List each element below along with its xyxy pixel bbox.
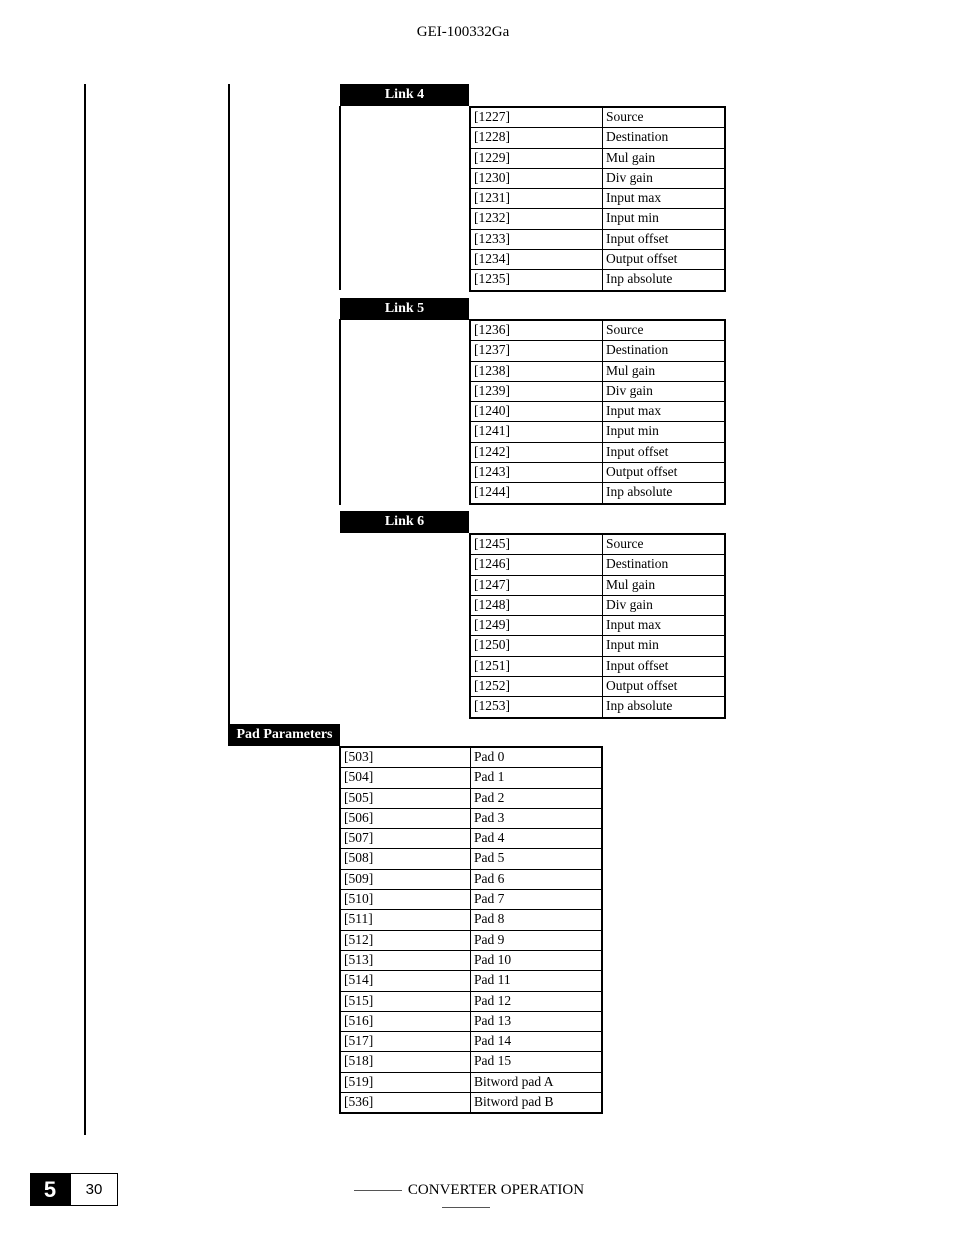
parameter-id: [518]: [341, 1052, 471, 1071]
table-row: [341, 950, 601, 970]
parameter-label: Output offset: [606, 464, 678, 480]
parameter-id: [1228]: [471, 128, 603, 147]
parameter-id: [1237]: [471, 341, 603, 360]
table-row: [341, 1072, 601, 1092]
link-4-header: Link 4: [340, 84, 469, 106]
parameter-id: [513]: [341, 951, 471, 970]
parameter-label: Pad 6: [474, 870, 505, 886]
parameter-label: Mul gain: [606, 362, 656, 378]
tree-line-level1: [228, 84, 230, 746]
parameter-label: Output offset: [606, 251, 678, 267]
parameter-id: [505]: [341, 789, 471, 808]
parameter-label: Mul gain: [606, 149, 656, 165]
parameter-id: [516]: [341, 1012, 471, 1031]
parameter-label: Div gain: [606, 596, 653, 612]
parameter-label: Div gain: [606, 169, 653, 185]
table-row: [341, 747, 601, 767]
parameter-id: [1233]: [471, 230, 603, 249]
table-row: [341, 970, 601, 990]
parameter-id: [1236]: [471, 321, 603, 340]
table-row: [471, 361, 724, 381]
parameter-id: [1239]: [471, 382, 603, 401]
table-row: [341, 767, 601, 787]
parameter-id: [509]: [341, 870, 471, 889]
parameter-id: [1244]: [471, 483, 603, 502]
parameter-label: Inp absolute: [606, 698, 673, 714]
table-row: [341, 889, 601, 909]
parameter-label: Bitword pad B: [474, 1094, 554, 1110]
table-row: [471, 229, 724, 249]
table-row: [471, 421, 724, 441]
table-row: [341, 930, 601, 950]
table-row: [471, 482, 724, 502]
parameter-id: [1230]: [471, 169, 603, 188]
link-6-header: Link 6: [340, 511, 469, 533]
parameter-id: [517]: [341, 1032, 471, 1051]
table-row: [341, 1031, 601, 1051]
parameter-id: [1245]: [471, 535, 603, 554]
link-5-header: Link 5: [340, 298, 469, 320]
parameter-label: Pad 0: [474, 749, 505, 764]
parameter-id: [1247]: [471, 576, 603, 595]
parameter-id: [1250]: [471, 636, 603, 655]
parameter-label: Pad 11: [474, 972, 511, 988]
parameter-label: Input min: [606, 210, 659, 226]
table-row: [341, 848, 601, 868]
parameter-id: [536]: [341, 1093, 471, 1112]
parameter-id: [506]: [341, 809, 471, 828]
table-row: [341, 869, 601, 889]
table-row: [341, 1092, 601, 1112]
table-row: [471, 148, 724, 168]
parameter-label: Pad 10: [474, 951, 512, 967]
parameter-id: [1235]: [471, 270, 603, 289]
parameter-id: [1249]: [471, 616, 603, 635]
parameter-label: Pad 4: [474, 830, 505, 846]
parameter-label: Pad 7: [474, 891, 505, 907]
parameter-label: Input max: [606, 403, 662, 419]
table-row: [471, 554, 724, 574]
parameter-label: Source: [606, 536, 644, 551]
parameter-id: [514]: [341, 971, 471, 990]
parameter-label: Bitword pad A: [474, 1073, 554, 1089]
table-row: [471, 269, 724, 289]
parameter-id: [1246]: [471, 555, 603, 574]
table-row: [471, 107, 724, 127]
parameter-label: Inp absolute: [606, 271, 673, 287]
table-row: [471, 188, 724, 208]
table-row: [471, 656, 724, 676]
parameter-label: Pad 13: [474, 1012, 512, 1028]
table-row: [471, 615, 724, 635]
parameter-id: [1231]: [471, 189, 603, 208]
table-row: [341, 1051, 601, 1071]
table-row: [471, 208, 724, 228]
footer-rule-left: [354, 1190, 402, 1191]
parameter-label: Inp absolute: [606, 484, 673, 500]
parameter-label: Pad 2: [474, 789, 505, 805]
table-row: [471, 168, 724, 188]
table-row: [471, 696, 724, 716]
parameter-label: Source: [606, 109, 644, 124]
table-row: [341, 808, 601, 828]
parameter-label: Input max: [606, 617, 662, 633]
parameter-id: [510]: [341, 890, 471, 909]
parameter-label: Input max: [606, 190, 662, 206]
table-row: [341, 788, 601, 808]
parameter-label: Div gain: [606, 382, 653, 398]
parameter-id: [511]: [341, 910, 471, 929]
parameter-label: Pad 9: [474, 931, 505, 947]
page-number: 30: [70, 1173, 118, 1206]
parameter-id: [503]: [341, 748, 471, 767]
parameter-id: [1234]: [471, 250, 603, 269]
parameter-label: Pad 3: [474, 809, 505, 825]
parameter-label: Destination: [606, 129, 669, 145]
document-id: GEI-100332Ga: [416, 24, 510, 40]
footer-section-label: CONVERTER OPERATION: [407, 1182, 585, 1198]
parameter-id: [515]: [341, 992, 471, 1011]
parameter-label: Pad 14: [474, 1033, 512, 1049]
parameter-label: Pad 12: [474, 992, 512, 1008]
parameter-label: Pad 1: [474, 769, 505, 785]
table-row: [341, 828, 601, 848]
parameter-label: Input min: [606, 637, 659, 653]
footer-rule-right: [442, 1207, 490, 1208]
table-row: [471, 381, 724, 401]
table-row: [471, 676, 724, 696]
table-row: [471, 575, 724, 595]
parameter-label: Source: [606, 322, 644, 337]
parameter-id: [1248]: [471, 596, 603, 615]
parameter-id: [1252]: [471, 677, 603, 696]
parameter-label: Input offset: [606, 657, 669, 673]
link-4-table: [469, 106, 726, 292]
table-row: [471, 534, 724, 554]
parameter-id: [1243]: [471, 463, 603, 482]
tree-line-link4: [339, 106, 341, 290]
table-row: [471, 442, 724, 462]
pad-parameters-table: [339, 746, 603, 1114]
parameter-id: [1242]: [471, 443, 603, 462]
parameter-label: Pad 15: [474, 1053, 512, 1069]
parameter-id: [1227]: [471, 108, 603, 127]
tree-line-link5: [339, 319, 341, 505]
parameter-id: [504]: [341, 768, 471, 787]
tree-line-outer: [84, 84, 86, 1135]
parameter-id: [1253]: [471, 697, 603, 716]
parameter-label: Input offset: [606, 443, 669, 459]
table-row: [471, 249, 724, 269]
table-row: [471, 401, 724, 421]
parameter-id: [1238]: [471, 362, 603, 381]
parameter-label: Input offset: [606, 230, 669, 246]
parameter-id: [1251]: [471, 657, 603, 676]
table-row: [341, 1011, 601, 1031]
pad-parameters-header: Pad Parameters: [229, 724, 340, 746]
parameter-label: Destination: [606, 342, 669, 358]
parameter-id: [1240]: [471, 402, 603, 421]
parameter-label: Input min: [606, 423, 659, 439]
table-row: [471, 320, 724, 340]
table-row: [471, 127, 724, 147]
parameter-label: Output offset: [606, 678, 678, 694]
link-5-table: [469, 319, 726, 505]
parameter-label: Mul gain: [606, 576, 656, 592]
table-row: [471, 635, 724, 655]
parameter-id: [512]: [341, 931, 471, 950]
table-row: [341, 909, 601, 929]
parameter-id: [507]: [341, 829, 471, 848]
parameter-label: Pad 5: [474, 850, 505, 866]
parameter-id: [1232]: [471, 209, 603, 228]
parameter-id: [1241]: [471, 422, 603, 441]
parameter-id: [519]: [341, 1073, 471, 1092]
table-row: [341, 991, 601, 1011]
parameter-label: Destination: [606, 556, 669, 572]
table-row: [471, 595, 724, 615]
parameter-label: Pad 8: [474, 911, 505, 927]
table-row: [471, 340, 724, 360]
chapter-number: 5: [30, 1173, 70, 1206]
footer-section-title: [320, 1182, 612, 1216]
link-6-table: [469, 533, 726, 719]
parameter-id: [1229]: [471, 149, 603, 168]
parameter-id: [508]: [341, 849, 471, 868]
table-row: [471, 462, 724, 482]
